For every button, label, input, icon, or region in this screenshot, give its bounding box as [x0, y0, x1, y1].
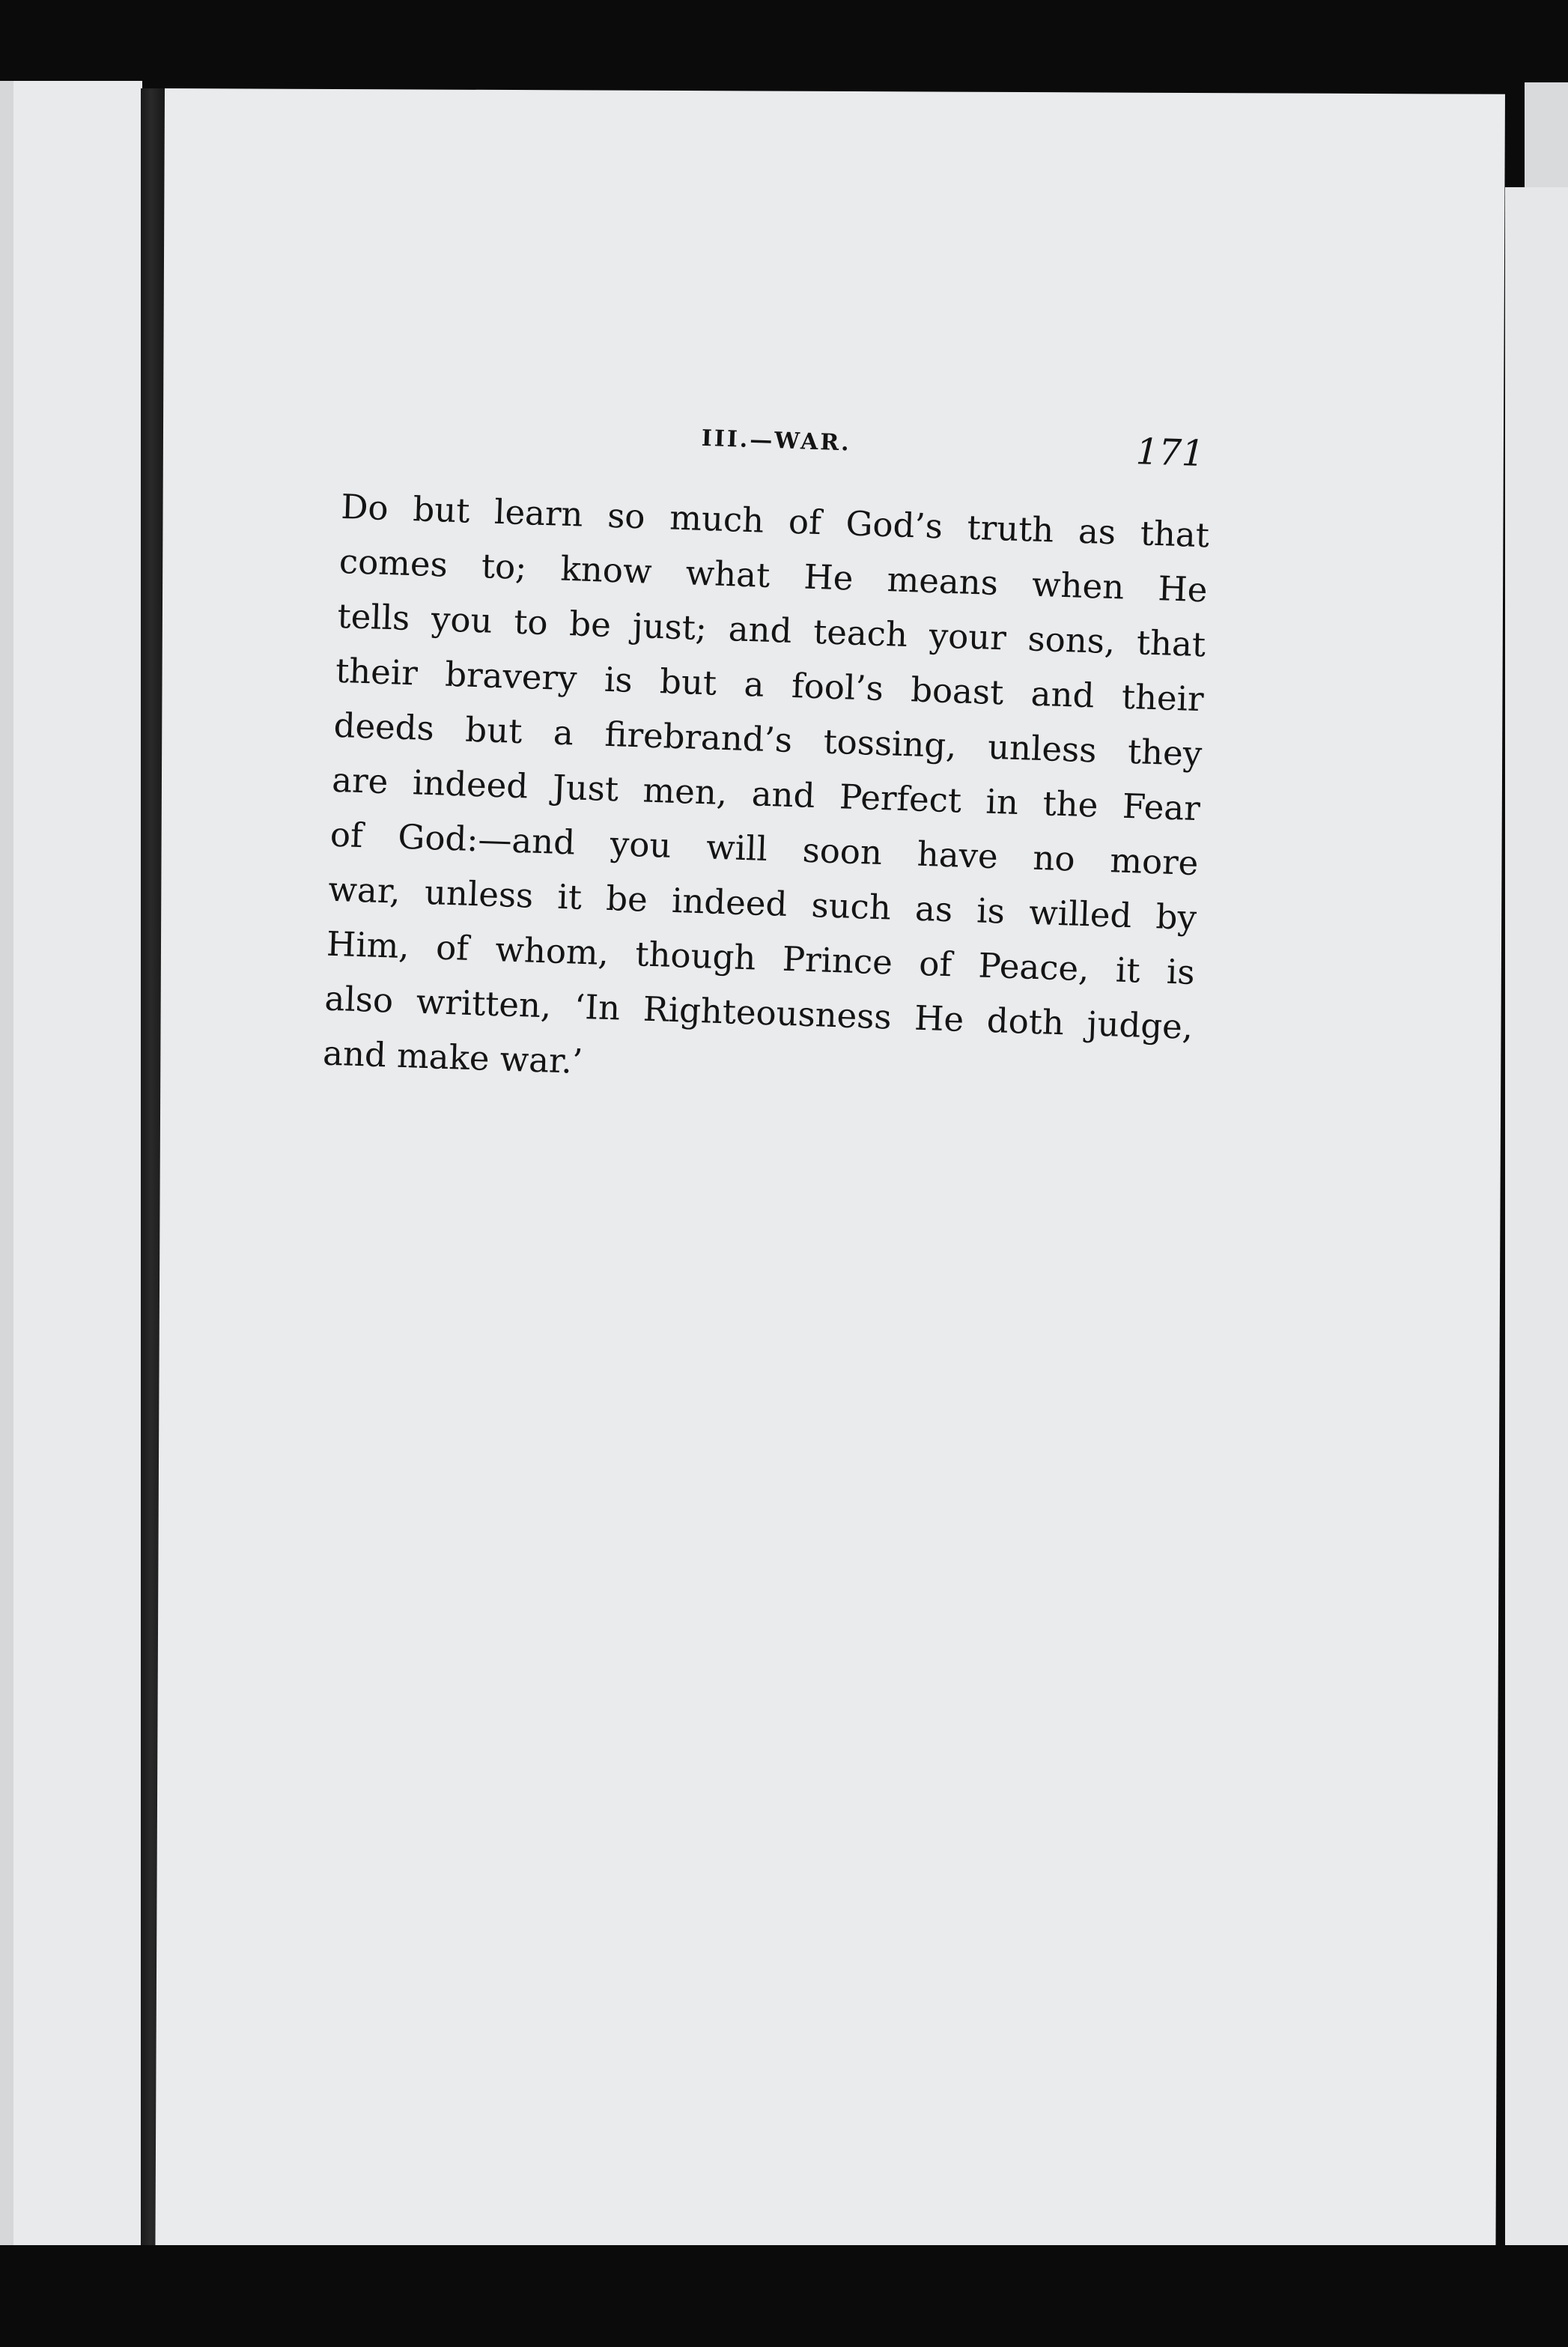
text-line: comes to; know what He means when He [338, 541, 1209, 610]
scanner-edge-top [1525, 82, 1568, 202]
text-line: of God:—and you will soon have no more [329, 814, 1200, 884]
scanner-edge-right [1505, 187, 1568, 2347]
page-number: 171 [1134, 431, 1206, 476]
previous-page-edge [0, 81, 142, 2245]
text-line: Do but learn so much of God’s truth as that [340, 486, 1210, 556]
scanner-background-bottom [0, 2245, 1568, 2347]
text-line: deeds but a firebrand’s tossing, unless they [332, 705, 1203, 774]
text-line: Him, of whom, though Prince of Peace, it is [326, 923, 1196, 993]
previous-page-margin [0, 81, 13, 2245]
text-line: and make war.’ [322, 1033, 584, 1082]
body-paragraph [322, 479, 1210, 1109]
page-text-block [322, 404, 1212, 1109]
text-line: also written, ‘In Righteousness He doth judge, [323, 978, 1194, 1048]
text-line: war, unless it be indeed such as is willed by [327, 869, 1197, 938]
text-line: tells you to be just; and teach your sons, that [336, 595, 1206, 665]
text-line: are indeed Just men, and Perfect in the Fear [331, 759, 1201, 829]
text-line: their bravery is but a fool’s boast and their [335, 650, 1205, 720]
running-head-title: III.—WAR. [701, 425, 852, 457]
